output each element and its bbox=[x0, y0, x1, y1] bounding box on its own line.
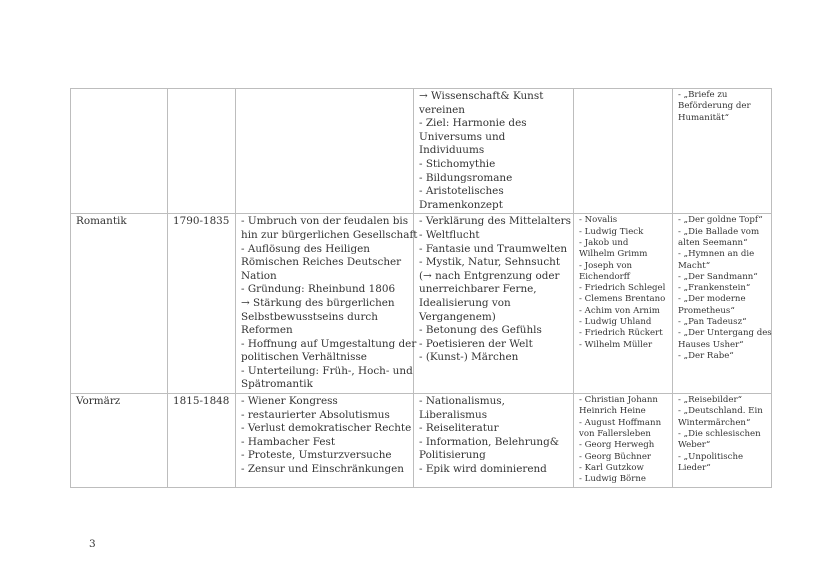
works-line: - „Der moderne bbox=[678, 294, 746, 305]
works-line: - „Der Sandmann“ bbox=[678, 271, 758, 282]
authors-line: - Ludwig Börne bbox=[579, 474, 646, 485]
characteristics-line: Politisierung bbox=[419, 449, 486, 462]
characteristics-line: - Stichomythie bbox=[419, 157, 496, 170]
period-text: 1815-1848 bbox=[173, 395, 230, 408]
characteristics-line: - Fantasie und Traumwelten bbox=[419, 242, 568, 255]
characteristics-line: - Bildungsromane bbox=[419, 171, 513, 184]
period-cell bbox=[168, 214, 236, 394]
epoch-table bbox=[70, 88, 772, 488]
characteristics-cell bbox=[414, 394, 574, 488]
epoch-text: Vormärz bbox=[76, 395, 121, 408]
history-line: - Gründung: Rheinbund 1806 bbox=[241, 283, 396, 296]
characteristics-line: - Verklärung des Mittelalters bbox=[419, 215, 571, 228]
history-line: - Zensur und Einschränkungen bbox=[241, 463, 404, 476]
works-line: - „Der goldne Topf“ bbox=[678, 215, 763, 226]
history-line: - Hoffnung auf Umgestaltung der bbox=[241, 337, 417, 350]
authors-cell bbox=[574, 89, 673, 214]
epoch-cell bbox=[71, 89, 168, 214]
authors-line: - Achim von Arnim bbox=[579, 305, 660, 316]
history-line: → Stärkung des bürgerlichen bbox=[241, 296, 395, 309]
history-line: - Verlust demokratischer Rechte bbox=[241, 422, 412, 435]
characteristics-line: Idealisierung von bbox=[419, 296, 511, 309]
works-cell bbox=[673, 89, 772, 214]
history-line: Spätromantik bbox=[241, 378, 313, 391]
works-cell bbox=[673, 394, 772, 488]
history-line: - Unterteilung: Früh-, Hoch- und bbox=[241, 364, 413, 377]
authors-line: - Christian Johann bbox=[579, 395, 658, 406]
authors-cell bbox=[574, 394, 673, 488]
table-row bbox=[71, 394, 772, 488]
works-line: - „Unpolitische bbox=[678, 451, 744, 462]
authors-line: - Novalis bbox=[579, 215, 618, 226]
works-line: Lieder“ bbox=[678, 462, 711, 473]
history-line: - Auflösung des Heiligen bbox=[241, 242, 370, 255]
page-number: 3 bbox=[89, 538, 96, 550]
works-line: Beförderung der bbox=[678, 101, 751, 112]
history-line: Nation bbox=[241, 269, 277, 282]
works-line: - „Die Ballade vom bbox=[678, 226, 760, 237]
works-line: - „Die schlesischen bbox=[678, 428, 761, 439]
history-cell bbox=[236, 394, 414, 488]
table-row bbox=[71, 214, 772, 394]
works-line: - „Frankenstein“ bbox=[678, 283, 751, 294]
authors-line: - Wilhelm Müller bbox=[579, 339, 653, 350]
period-cell bbox=[168, 89, 236, 214]
history-line: - Wiener Kongress bbox=[241, 395, 338, 408]
authors-line: - Karl Gutzkow bbox=[579, 462, 644, 473]
works-line: - „Reisebilder“ bbox=[678, 395, 742, 406]
authors-line: - Jakob und bbox=[579, 237, 629, 248]
authors-line: - Ludwig Tieck bbox=[579, 226, 644, 237]
epoch-cell bbox=[71, 394, 168, 488]
characteristics-line: - Poetisieren der Welt bbox=[419, 337, 533, 350]
works-cell bbox=[673, 214, 772, 394]
history-line: - Umbruch von der feudalen bis bbox=[241, 215, 409, 228]
authors-line: - Georg Büchner bbox=[579, 451, 652, 462]
characteristics-line: - Ziel: Harmonie des bbox=[419, 117, 527, 130]
history-line: - restaurierter Absolutismus bbox=[241, 408, 390, 421]
history-line: politischen Verhältnisse bbox=[241, 351, 367, 364]
history-cell bbox=[236, 214, 418, 394]
authors-line: Heinrich Heine bbox=[579, 406, 646, 417]
works-line: - „Der Untergang des bbox=[678, 328, 772, 339]
authors-line: - Friedrich Rückert bbox=[579, 328, 663, 339]
characteristics-line: vereinen bbox=[419, 103, 465, 116]
characteristics-line: - Betonung des Gefühls bbox=[419, 324, 542, 337]
table-row bbox=[71, 89, 772, 214]
period-text: 1790-1835 bbox=[173, 215, 230, 228]
works-line: - „Briefe zu bbox=[678, 90, 728, 100]
authors-line: von Fallersleben bbox=[579, 428, 651, 439]
characteristics-line: Individuums bbox=[419, 144, 485, 157]
works-line: Wintermärchen“ bbox=[678, 417, 751, 428]
epoch-cell bbox=[71, 214, 168, 394]
works-line: Prometheus“ bbox=[678, 305, 735, 316]
works-line: Humanität“ bbox=[678, 112, 730, 123]
characteristics-line: - Aristotelisches bbox=[419, 185, 504, 198]
authors-line: - Georg Herwegh bbox=[579, 440, 655, 451]
characteristics-line: - Weltflucht bbox=[419, 228, 480, 241]
characteristics-cell bbox=[414, 214, 574, 394]
works-line: Hauses Usher“ bbox=[678, 339, 744, 350]
epoch-text: Romantik bbox=[76, 215, 127, 228]
works-line: - „Pan Tadeusz“ bbox=[678, 317, 747, 328]
characteristics-line: (→ nach Entgrenzung oder bbox=[419, 269, 560, 282]
works-line: - „Deutschland. Ein bbox=[678, 406, 763, 417]
characteristics-line: - Nationalismus, bbox=[419, 395, 505, 408]
characteristics-line: - Epik wird dominierend bbox=[419, 463, 547, 476]
works-line: - „Der Rabe“ bbox=[678, 350, 734, 361]
authors-line: - Clemens Brentano bbox=[579, 294, 666, 305]
authors-line: - Friedrich Schlegel bbox=[579, 283, 666, 294]
works-line: alten Seemann“ bbox=[678, 237, 748, 248]
authors-line: - Ludwig Uhland bbox=[579, 317, 652, 328]
characteristics-line: - Information, Belehrung& bbox=[419, 435, 559, 448]
authors-line: - August Hoffmann bbox=[579, 417, 662, 428]
history-cell bbox=[236, 89, 414, 214]
history-line: Selbstbewusstseins durch bbox=[241, 310, 378, 323]
history-line: - Hambacher Fest bbox=[241, 435, 335, 448]
authors-line: - Joseph von bbox=[579, 260, 633, 271]
works-line: Macht“ bbox=[678, 260, 711, 271]
history-line: hin zur bürgerlichen Gesellschaft bbox=[241, 228, 418, 241]
characteristics-line: Liberalismus bbox=[419, 408, 488, 421]
history-line: Reformen bbox=[241, 324, 293, 337]
characteristics-line: - (Kunst-) Märchen bbox=[419, 351, 519, 364]
characteristics-line: - Reiseliteratur bbox=[419, 422, 499, 435]
characteristics-line: Vergangenem) bbox=[419, 310, 496, 323]
works-line: - „Hymnen an die bbox=[678, 249, 755, 260]
history-line: - Proteste, Umsturzversuche bbox=[241, 449, 392, 462]
authors-cell bbox=[574, 214, 673, 394]
works-line: Weber“ bbox=[678, 440, 711, 451]
period-cell bbox=[168, 394, 236, 488]
characteristics-cell bbox=[414, 89, 574, 214]
characteristics-line: → Wissenschaft& Kunst bbox=[419, 90, 544, 102]
authors-line: Eichendorff bbox=[579, 271, 630, 282]
characteristics-line: unerreichbarer Ferne, bbox=[419, 283, 537, 296]
characteristics-line: Universums und bbox=[419, 130, 506, 143]
characteristics-line: Dramenkonzept bbox=[419, 198, 503, 211]
characteristics-line: - Mystik, Natur, Sehnsucht bbox=[419, 256, 561, 269]
history-line: Römischen Reiches Deutscher bbox=[241, 256, 402, 269]
authors-line: Wilhelm Grimm bbox=[579, 249, 648, 260]
